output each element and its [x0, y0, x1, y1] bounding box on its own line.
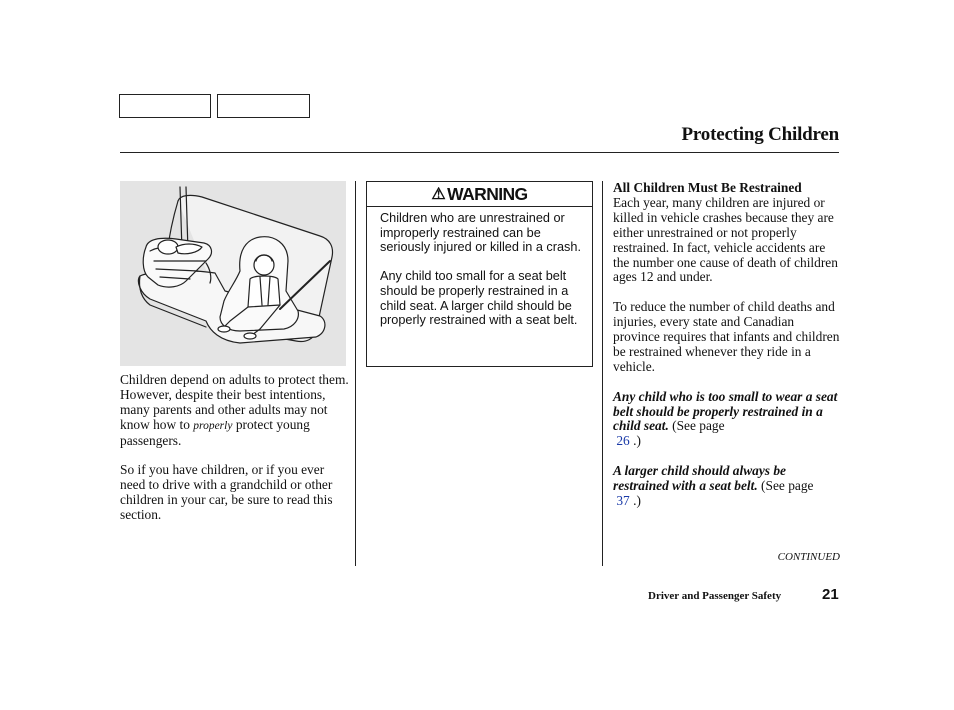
page-number: 21 — [822, 586, 839, 603]
restraint-paragraph-1: Each year, many children are injured or killed in vehicle crashes because they are either unrestrained or not properly restrained. In fact, vehicle accidents are the number one cause of death of children ages 12 and under. — [613, 194, 838, 285]
restraint-column — [613, 181, 843, 524]
warning-triangle-icon: ⚠ — [431, 186, 446, 203]
child-seat-note: Any child who is too small to wear a seat belt should be properly restrained in a child seat. (See page 26 .) — [613, 388, 838, 449]
page-title: Protecting Children — [681, 124, 839, 145]
nav-tab-2[interactable] — [217, 94, 310, 118]
warning-paragraph-2: Any child too small for a seat belt should be properly restrained in a child seat. A larger child should be properly restrained with a seat belt. — [380, 269, 578, 328]
column-divider-2 — [602, 181, 603, 566]
warning-paragraph-1: Children who are unrestrained or improperly restrained can be seriously injured or killed in a crash. — [380, 211, 581, 255]
intro-column — [120, 373, 352, 538]
title-rule — [120, 152, 839, 153]
continued-label: CONTINUED — [777, 551, 840, 563]
intro-paragraph-2: So if you have children, or if you ever need to drive with a grandchild or other children in your car, be sure to read this section. — [120, 462, 333, 523]
warning-heading: ⚠ WARNING — [367, 182, 592, 207]
child-seats-illustration — [120, 181, 346, 366]
intro-paragraph-1: Children depend on adults to protect them. However, despite their best intentions, many parents and other adults may not know how to properly protect young passengers. — [120, 372, 349, 448]
restraint-paragraph-2: To reduce the number of child deaths and injuries, every state and Canadian province requires that infants and children be restrained whenever they ride in a vehicle. — [613, 299, 840, 374]
page-link-26[interactable]: 26 — [616, 433, 630, 449]
emphasis-properly: properly — [193, 419, 233, 432]
page-link-37[interactable]: 37 — [616, 492, 630, 508]
seat-belt-note: A larger child should always be restrained with a seat belt. (See page 37 .) — [613, 463, 814, 508]
nav-tab-1[interactable] — [119, 94, 211, 118]
warning-box — [366, 181, 593, 367]
section-heading: All Children Must Be Restrained — [613, 180, 802, 195]
column-divider-1 — [355, 181, 356, 566]
footer-section-title: Driver and Passenger Safety — [648, 590, 782, 602]
